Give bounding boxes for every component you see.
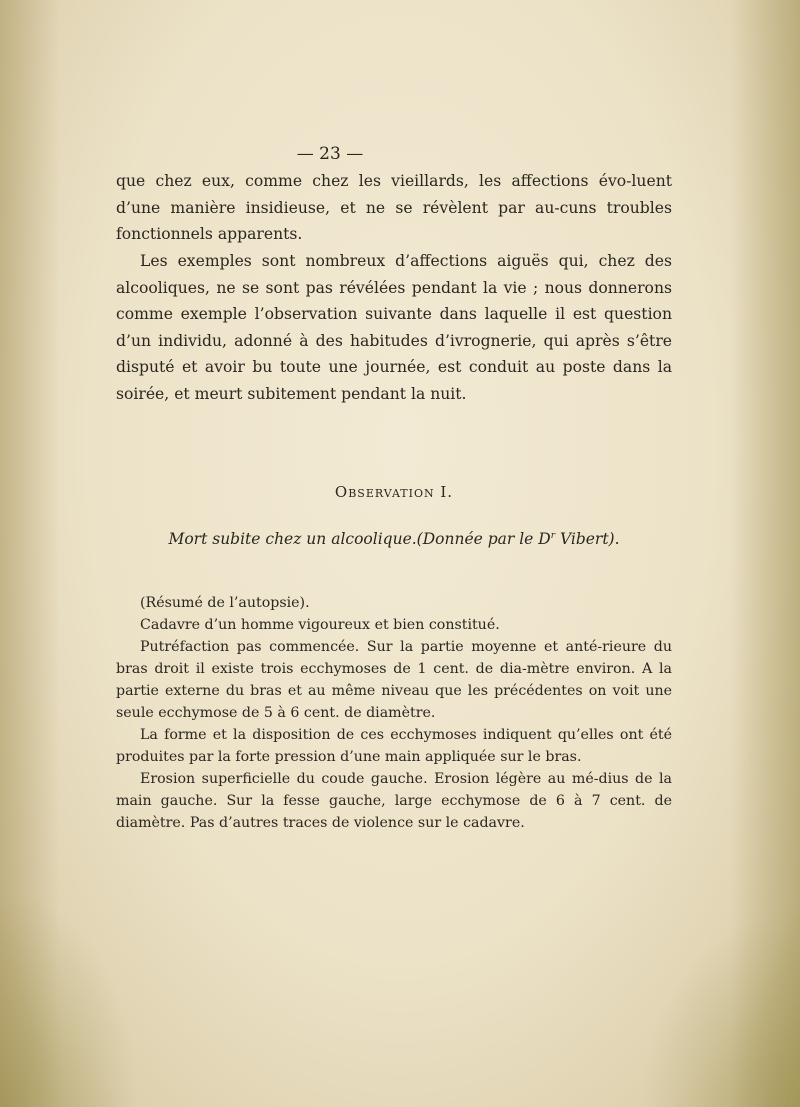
subtitle-sup: r <box>550 530 556 541</box>
observation-subtitle <box>116 530 672 548</box>
summary-line-3: Putréfaction pas commencée. Sur la partie moyenne et anté-rieure du bras droit il existe trois ecchymoses de 1 cent. de dia-mètre environ. A la partie externe du bras et au même niveau que les précédentes on voit une seule ecchymose de 5 à 6 cent. de diamètre. <box>116 639 672 722</box>
summary-line-1: (Résumé de l’autopsie). <box>140 595 310 611</box>
paragraph-1: que chez eux, comme chez les vieillards, les affections évo-luent d’une manière insidieuse, et ne se révèlent par au-cuns troubles fonctionnels apparents. <box>116 172 672 244</box>
subtitle-source: (Donnée par le D <box>416 530 551 548</box>
summary-line-2: Cadavre d’un homme vigoureux et bien constitué. <box>140 617 500 633</box>
paper-stain-bottom-left <box>0 887 140 1107</box>
paper-stain-bottom-right <box>640 907 800 1107</box>
summary-line-4: La forme et la disposition de ces ecchymoses indiquent qu’elles ont été produites par la forte pression d’une main appliquée sur le bras. <box>116 727 672 766</box>
observation-heading: Observation I. <box>334 483 454 501</box>
subtitle-source-end: Vibert). <box>555 530 620 548</box>
subtitle-main: Mort subite chez un alcoolique. <box>168 530 417 548</box>
paragraph-2: Les exemples sont nombreux d’affections aiguës qui, chez des alcooliques, ne se sont pas révélées pendant la vie ; nous donnerons comme exemple l’observation suivante dans laquelle il est question d’un individu, adonné à des habitudes d’ivrognerie, qui après s’être disputé et avoir bu toute une journée, est conduit au poste dans la soirée, et meurt subitement pendant la nuit. <box>116 252 672 403</box>
page-number: — 23 — <box>296 144 364 164</box>
summary-line-5: Erosion superficielle du coude gauche. Erosion légère au mé-dius de la main gauche. Sur la fesse gauche, large ecchymose de 6 à 7 cent. de diamètre. Pas d’autres traces de violence sur le cadavre. <box>116 771 672 832</box>
